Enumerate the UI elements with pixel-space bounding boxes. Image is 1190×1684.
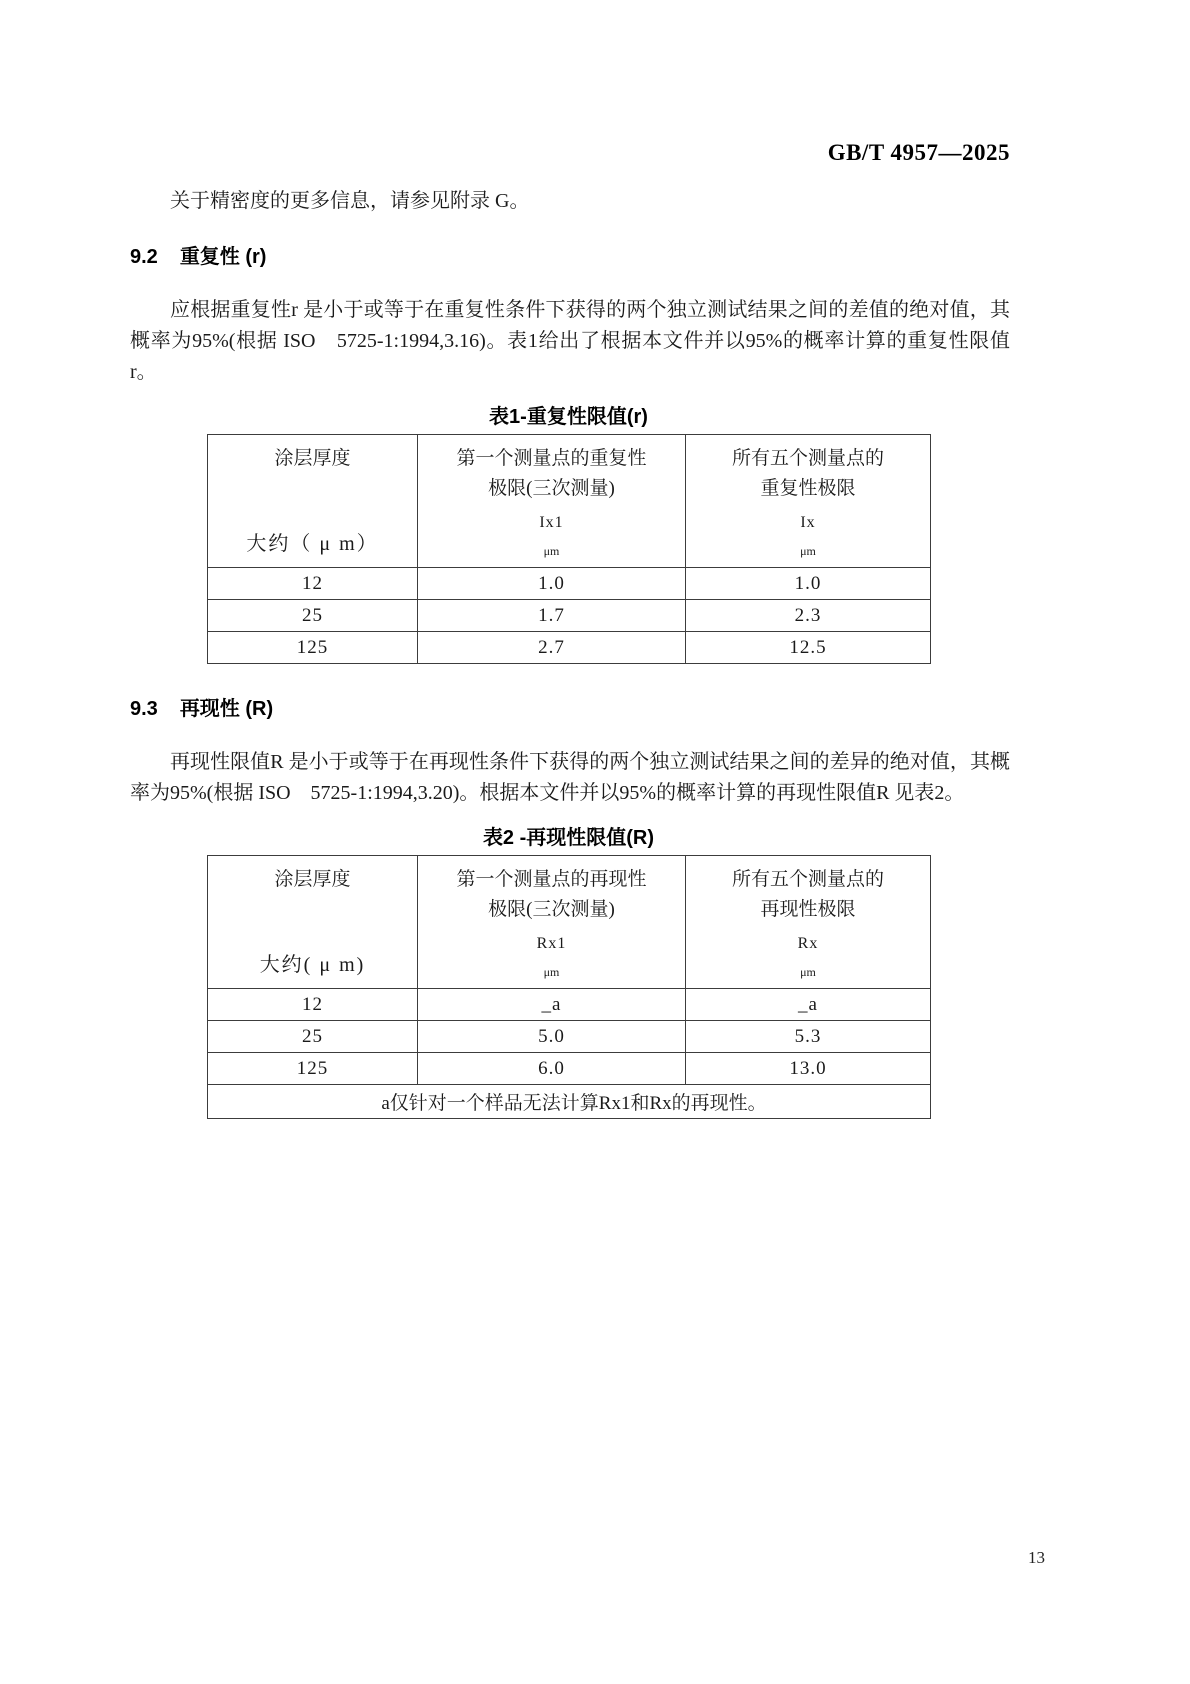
table1-col1-header-cell [208,435,418,568]
table1-col2-header-cell [418,435,686,568]
table2-col2-unit: μm [543,965,560,979]
table1-header-row [208,435,931,568]
section-9-3-number: 9.3 [130,698,158,720]
table1-title: 表1-重复性限值(r) [489,406,648,428]
table1-r1-thickness: 12 [208,568,418,600]
table1-col1-sub: 大约（ μ m） [246,533,379,555]
standard-number: GB/T 4957—2025 [827,140,1010,165]
table-row [208,1053,931,1085]
table1-col2-unit: μm [543,544,560,558]
table-row [208,568,931,600]
table2-col3-header-cell [686,856,931,989]
table1-r1-limit2: 1.0 [686,568,931,600]
table2-r3-thickness: 125 [208,1053,418,1085]
section-9-3-heading [130,692,1010,721]
table1-col3-symbol: Ix [800,514,816,531]
section-9-2-heading [130,240,1010,269]
table2-col2-line2: 极限(三次测量) [488,899,615,920]
section-9-3-body: 再现性限值R 是小于或等于在再现性条件下获得的两个独立测试结果之间的差异的绝对值，其概率为95%(根据 ISO 5725-1:1994,3.20)。根据本文件并以95%的概率计算的再现性限值R 见表2。 [130,751,1010,804]
table1-col3-line2: 重复性极限 [760,478,856,499]
table2-col1-header: 涂层厚度 [274,869,351,890]
table1-col2-symbol: Ix1 [539,514,564,531]
table2-col2-header-cell [418,856,686,989]
table1-r1-limit1: 1.0 [418,568,686,600]
table2-r2-thickness: 25 [208,1021,418,1053]
table2-r2-limit1: 5.0 [418,1021,686,1053]
table2-r3-limit2: 13.0 [686,1053,931,1085]
table2-r1-limit1: _a [418,989,686,1021]
table2-r2-limit2: 5.3 [686,1021,931,1053]
table1-r2-thickness: 25 [208,600,418,632]
table2-col1-header-cell [208,856,418,989]
table1-col3-line1: 所有五个测量点的 [731,448,884,469]
table-row [208,989,931,1021]
table2-header-row [208,856,931,989]
table2-footnote-row [208,1085,931,1119]
table-row [208,600,931,632]
table2-col1-sub: 大约( μ m) [259,954,366,976]
table2-r1-thickness: 12 [208,989,418,1021]
intro-paragraph: 关于精密度的更多信息，请参见附录 G。 [170,190,530,212]
table1-col2-line1: 第一个测量点的重复性 [456,448,647,469]
table1-col1-header: 涂层厚度 [274,448,351,469]
table2-col2-symbol: Rx1 [536,935,567,952]
table2-col3-symbol: Rx [797,935,819,952]
table2-r3-limit1: 6.0 [418,1053,686,1085]
section-9-2-title: 重复性 (r) [179,246,267,268]
table2-col2-line1: 第一个测量点的再现性 [456,869,647,890]
table2-col3-line1: 所有五个测量点的 [731,869,884,890]
section-9-3-title: 再现性 (R) [179,698,274,720]
table2-col3-line2: 再现性极限 [760,899,856,920]
table1-col3-unit: μm [800,544,816,558]
table1-repeatability [207,434,931,664]
table2-footnote: a仅针对一个样品无法计算Rx1和Rx的再现性。 [208,1085,931,1119]
table2-reproducibility [207,855,931,1119]
table1-r2-limit1: 1.7 [418,600,686,632]
table1-r3-limit1: 2.7 [418,632,686,664]
table1-r3-limit2: 12.5 [686,632,931,664]
table1-r2-limit2: 2.3 [686,600,931,632]
table-row [208,1021,931,1053]
table2-col3-unit: μm [800,965,816,979]
section-9-2-number: 9.2 [130,246,158,268]
table2-r1-limit2: _a [686,989,931,1021]
table1-col3-header-cell [686,435,931,568]
section-9-2-body: 应根据重复性r 是小于或等于在重复性条件下获得的两个独立测试结果之间的差值的绝对值，其概率为95%(根据 ISO 5725-1:1994,3.16)。表1给出了根据本文件并以95%的概率计算的重复性限值 r。 [130,299,1010,383]
table1-col2-line2: 极限(三次测量) [488,478,615,499]
table-row [208,632,931,664]
page-content [130,0,1010,1119]
table2-title: 表2 -再现性限值(R) [482,827,655,849]
page-number: 13 [1028,1548,1045,1567]
table1-r3-thickness: 125 [208,632,418,664]
